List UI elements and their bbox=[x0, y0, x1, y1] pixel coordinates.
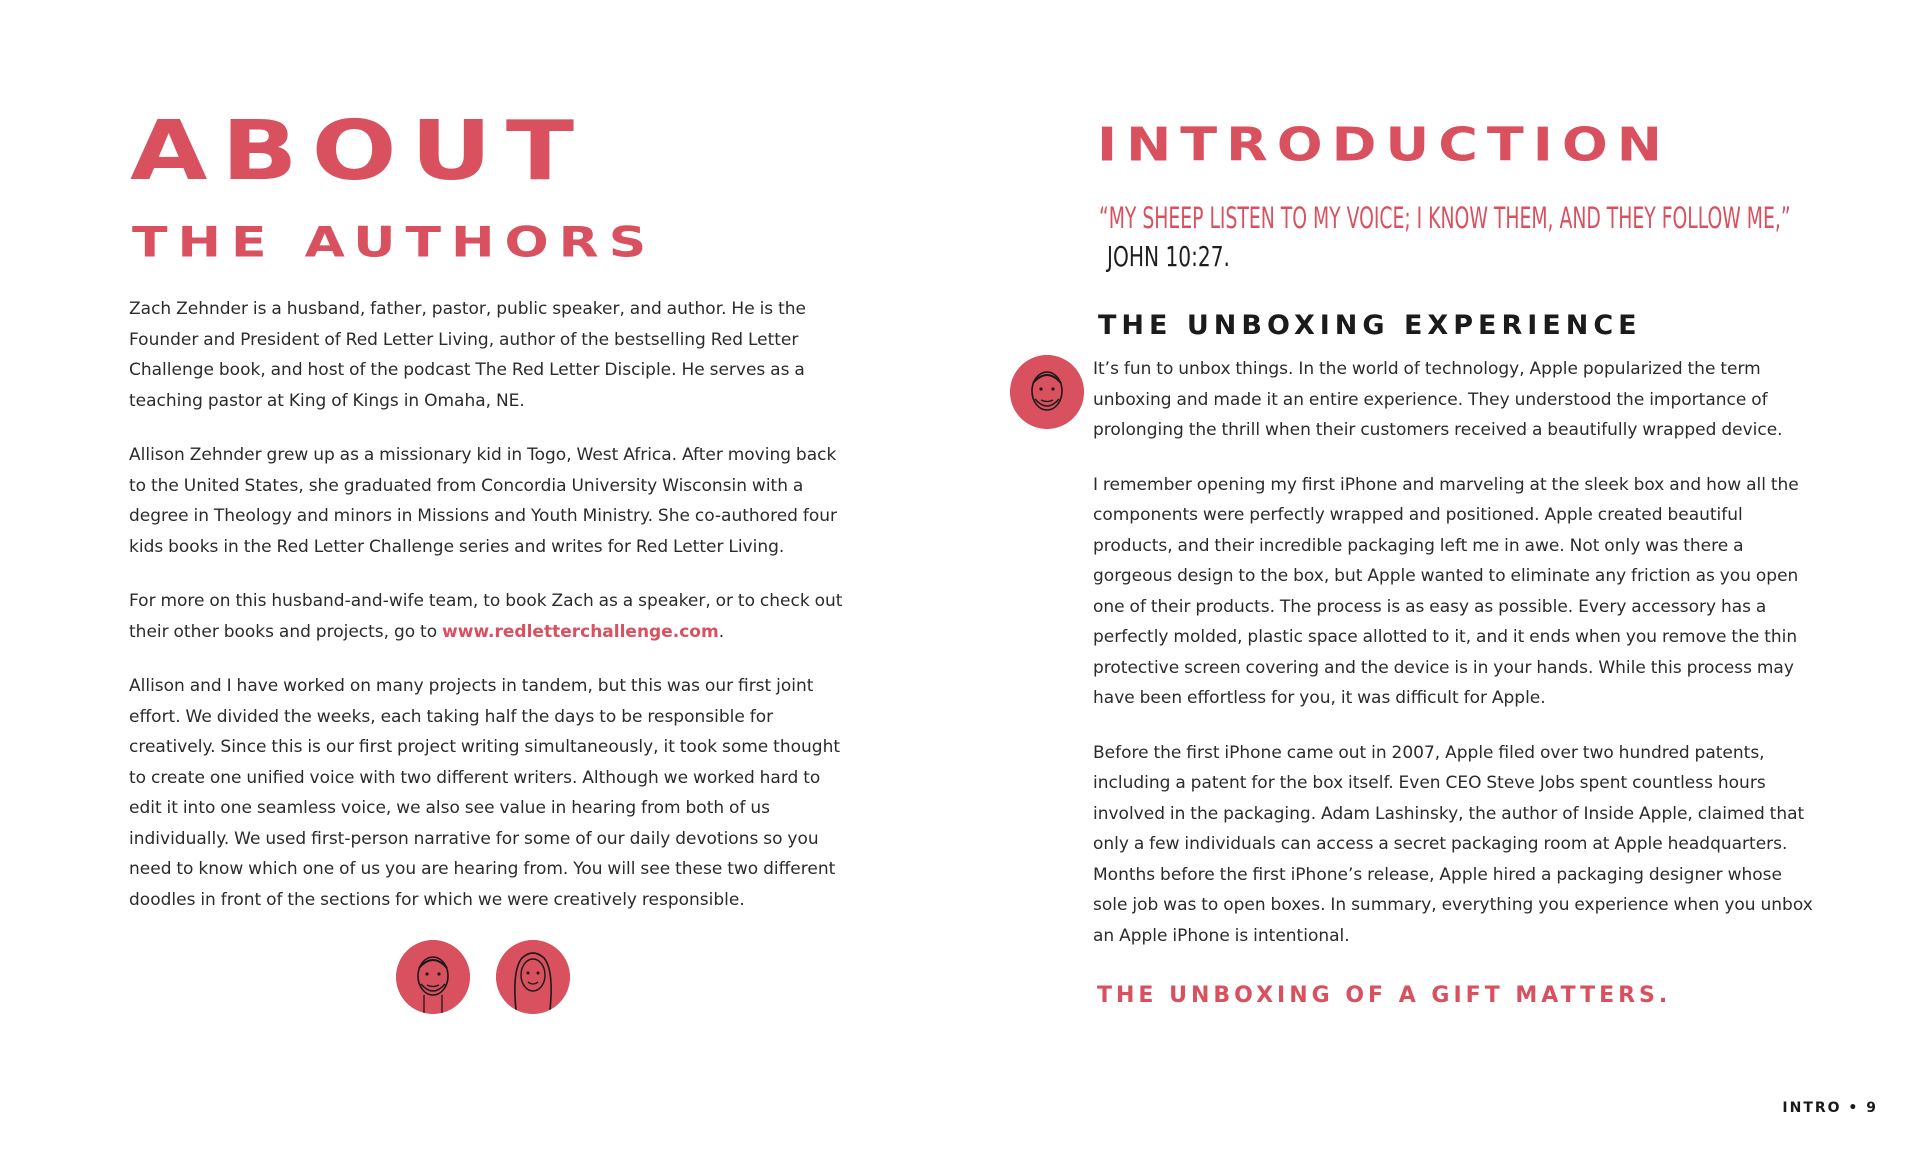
about-body bbox=[129, 294, 849, 939]
section-heading: THE UNBOXING EXPERIENCE bbox=[1098, 310, 1642, 341]
scripture-reference: JOHN 10:27. bbox=[1107, 240, 1230, 273]
more-info bbox=[129, 586, 849, 647]
scripture-quote: “MY SHEEP LISTEN TO MY VOICE; I KNOW THEM, AND THEY FOLLOW ME,” bbox=[1099, 201, 1791, 235]
intro-paragraph: I remember opening my first iPhone and marveling at the sleek box and how all the components were perfectly wrapped and positioned. Apple created beautiful products, and their incredible packaging left me in awe. Not only was there a gorgeous design to the box, but Apple wanted to eliminate any friction as you open one of their products. The process is as easy as possible. Every accessory has a perfectly molded, plastic space allotted to it, and it ends when you remove the thin protective screen covering and the device is in your hands. While this process may have been effortless for you, it was difficult for Apple. bbox=[1093, 474, 1799, 708]
zach-doodle-icon bbox=[396, 940, 470, 1014]
more-info-text: For more on this husband-and-wife team, to book Zach as a speaker, or to check out their other books and projects, go to bbox=[129, 591, 843, 642]
authors-subtitle: THE AUTHORS bbox=[132, 218, 657, 267]
about-title: ABOUT bbox=[130, 102, 589, 199]
introduction-body bbox=[1093, 354, 1813, 975]
closing-statement: THE UNBOXING OF A GIFT MATTERS. bbox=[1097, 983, 1672, 1008]
zach-doodle-icon bbox=[1010, 355, 1084, 429]
bio-zach: Zach Zehnder is a husband, father, pastor, public speaker, and author. He is the Founder and President of Red Letter Living, author of the bestselling Red Letter Challenge book, and host of the podcast The Red Letter Disciple. He serves as a teaching pastor at King of Kings in Omaha, NE. bbox=[129, 299, 806, 411]
page-number: INTRO • 9 bbox=[1782, 1100, 1878, 1116]
website-link[interactable]: www.redletterchallenge.com bbox=[442, 621, 719, 642]
author-doodles bbox=[396, 940, 570, 1014]
bio-allison: Allison Zehnder grew up as a missionary kid in Togo, West Africa. After moving back to the United States, she graduated from Concordia University Wisconsin with a degree in Theology and minors in Missions and Youth Ministry. She co-authored four kids books in the Red Letter Challenge series and writes for Red Letter Living. bbox=[129, 445, 837, 557]
more-info-suffix: . bbox=[718, 621, 725, 642]
right-page bbox=[960, 0, 1920, 1152]
allison-doodle-icon bbox=[496, 940, 570, 1014]
intro-paragraph: It’s fun to unbox things. In the world of technology, Apple popularized the term unboxing and made it an entire experience. They understood the importance of prolonging the thrill when their customers received a beautifully wrapped device. bbox=[1093, 359, 1783, 440]
introduction-title: INTRODUCTION bbox=[1097, 117, 1671, 172]
intro-paragraph: Before the first iPhone came out in 2007, Apple filed over two hundred patents, including a patent for the box itself. Even CEO Steve Jobs spent countless hours involved in the packaging. Adam Lashinsky, the author of Inside Apple, claimed that only a few individuals can access a secret packaging room at Apple headquarters. Months before the first iPhone’s release, Apple hired a packaging designer whose sole job was to open boxes. In summary, everything you experience when you unbox an Apple iPhone is intentional. bbox=[1093, 742, 1813, 946]
joint-effort-note: Allison and I have worked on many projects in tandem, but this was our first joint effort. We divided the weeks, each taking half the days to be responsible for creatively. Since this is our first project writing simultaneously, it took some thought to create one unified voice with two different writers. Although we worked hard to edit it into one seamless voice, we also see value in hearing from both of us individually. We used first-person narrative for some of our daily devotions so you need to know which one of us you are hearing from. You will see these two different doodles in front of the sections for which we were creatively responsible. bbox=[129, 676, 841, 910]
